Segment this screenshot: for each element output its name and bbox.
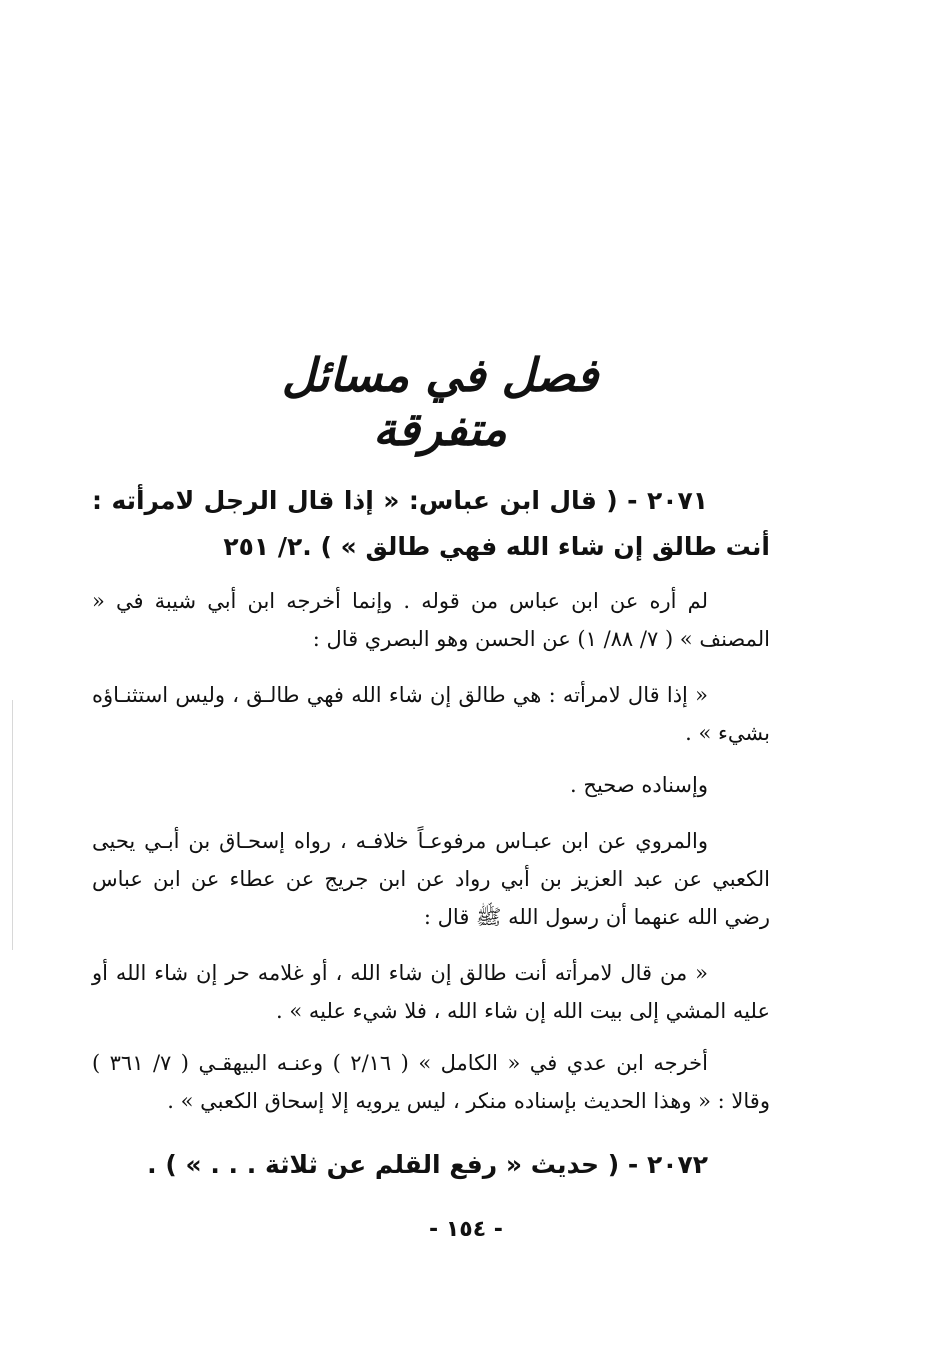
entry-2071: ٢٠٧١ - ( قال ابن عباس: « إذا قال الرجل لامرأته : أنت طالق إن شاء الله فهي طالق » ) .٢/ ٢٥١ (92, 486, 770, 561)
paragraph-marfu: والمروي عن ابن عبـاس مرفوعـاً خلافـه ، رواه إسحـاق بن أبـي يحيى الكعبي عن عبد العزيز بن أبي رواد عن ابن جريج عن عطاء عن ابن عباس رضي الله عنهما أن رسول الله ﷺ قال : (92, 829, 770, 929)
paragraph-source: لم أره عن ابن عباس من قوله . وإنما أخرجه ابن أبي شيبة في « المصنف » ( ٧/ ٨٨/ ١) عن الحسن وهو البصري قال : (92, 589, 770, 651)
scan-margin-line (12, 700, 13, 950)
paragraph-takhrij: أخرجه ابن عدي في « الكامل » ( ٢/١٦ ) وعنـه البيهقـي ( ٧/ ٣٦١ ) وقالا : « وهذا الحديث بإسناده منكر ، ليس يرويه إلا إسحاق الكعبي » . (92, 1051, 770, 1113)
paragraph-hadith: « من قال لامرأته أنت طالق إن شاء الله ، أو غلامه حر إن شاء الله أو عليه المشي إلى بيت الله إن شاء الله ، فلا شيء عليه » . (92, 961, 770, 1023)
entry-2072: ٢٠٧٢ - ( حديث « رفع القلم عن ثلاثة . . . » ) . (147, 1150, 708, 1179)
section-heading: فصل في مسائل متفرقة (281, 348, 599, 456)
page-number: - ١٥٤ - (429, 1217, 503, 1242)
paragraph-isnad: وإسناده صحيح . (570, 773, 708, 797)
paragraph-quote: « إذا قال لامرأته : هي طالق إن شاء الله فهي طالـق ، وليس استثنـاؤه بشيء » . (92, 683, 770, 745)
